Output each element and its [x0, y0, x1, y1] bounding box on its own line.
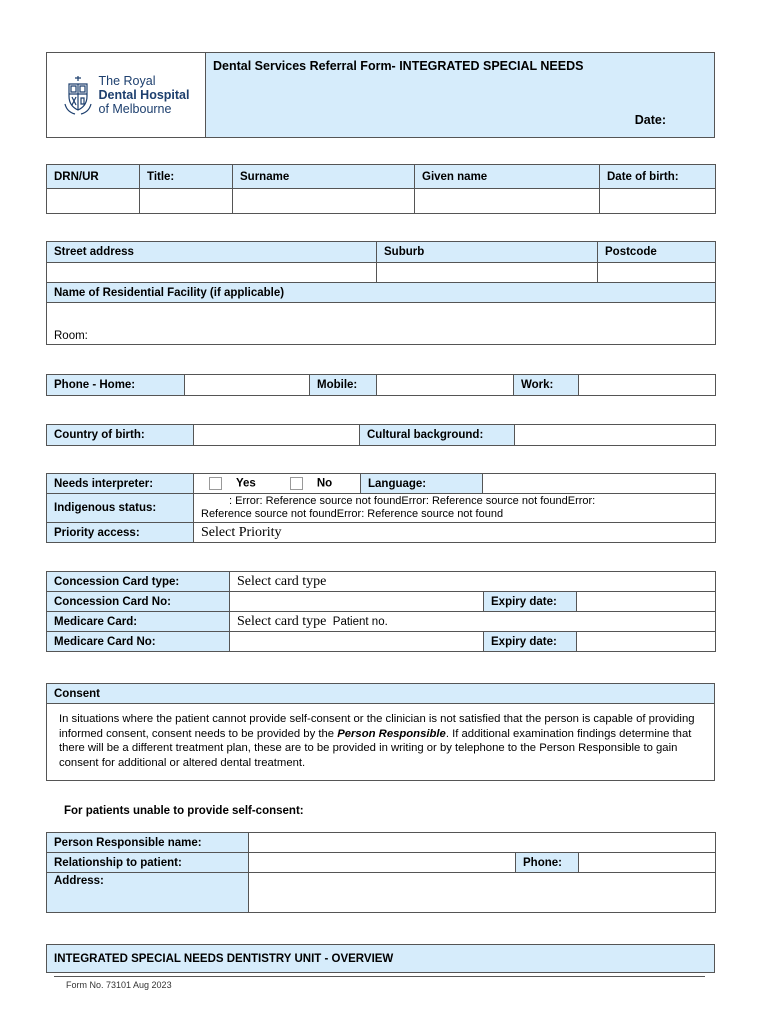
home-phone-label: Phone - Home: [47, 375, 185, 396]
no-label: No [316, 477, 333, 490]
form-header [46, 52, 715, 138]
yes-label: Yes [236, 477, 256, 490]
form-title: Dental Services Referral Form- INTEGRATED SPECIAL NEEDS [213, 59, 584, 73]
card-type-label: Concession Card type: [47, 572, 230, 592]
relationship-label: Relationship to patient: [47, 853, 249, 873]
title-field[interactable] [140, 189, 233, 214]
suburb-field[interactable] [377, 263, 598, 283]
responsible-table [46, 832, 716, 913]
unable-consent-heading: For patients unable to provide self-consent: [64, 805, 304, 817]
dob-field[interactable] [600, 189, 716, 214]
no-checkbox[interactable] [290, 477, 303, 490]
country-table [46, 424, 716, 446]
medicare-select[interactable]: Select card type [237, 613, 327, 629]
phone-table [46, 374, 716, 396]
patient-no-label: Patient no. [332, 615, 388, 628]
consent-text: In situations where the patient cannot provide self-consent or the clinician is not satisfied that the person is capable of providing informed consent, consent needs to be provided by the Person Responsible. If additional examination findings determine that there will be a different treatment plan, these are to be provided in writing or by telephone to the Person Responsible to gain consent for additional or altered dental treatment. [47, 704, 715, 781]
date-label: Date: [634, 113, 666, 127]
logo-line-3: of Melbourne [98, 102, 172, 116]
priority-select[interactable]: Select Priority [194, 523, 716, 543]
drn-ur-label: DRN/UR [47, 165, 140, 189]
expiry-label-1: Expiry date: [484, 592, 577, 612]
consent-table [46, 683, 715, 781]
overview-table [46, 944, 715, 973]
card-no-field[interactable] [230, 592, 484, 612]
expiry-label-2: Expiry date: [484, 632, 577, 652]
mobile-field[interactable] [377, 375, 514, 396]
card-type-select[interactable]: Select card type [230, 572, 716, 592]
home-phone-field[interactable] [185, 375, 310, 396]
given-name-label: Given name [415, 165, 600, 189]
language-field[interactable] [483, 474, 716, 494]
postcode-label: Postcode [598, 242, 716, 263]
expiry-field-2[interactable] [577, 632, 716, 652]
logo-line-2: Dental Hospital [98, 88, 190, 102]
relationship-field[interactable] [249, 853, 516, 873]
responsible-name-label: Person Responsible name: [47, 833, 249, 853]
hospital-logo [47, 74, 205, 116]
responsible-name-field[interactable] [249, 833, 716, 853]
crest-icon [63, 74, 93, 116]
address-table [46, 241, 716, 345]
indigenous-label: Indigenous status: [47, 494, 194, 523]
overview-heading: INTEGRATED SPECIAL NEEDS DENTISTRY UNIT - OVERVIEW [47, 945, 715, 973]
address-label: Address: [47, 873, 249, 913]
indigenous-error-line-2: Reference source not foundError: Reference source not found [201, 508, 504, 520]
identity-table [46, 164, 716, 214]
medicare-label: Medicare Card: [47, 612, 230, 632]
address-field[interactable] [249, 873, 716, 913]
facility-field[interactable] [47, 303, 716, 345]
room-label: Room: [54, 330, 88, 342]
concession-table [46, 571, 716, 652]
footer-divider [54, 976, 705, 977]
expiry-field-1[interactable] [577, 592, 716, 612]
cultural-field[interactable] [515, 425, 716, 446]
indigenous-error-line-1: : Error: Reference source not foundError: Reference source not foundError: [229, 495, 596, 507]
logo-line-1: The Royal [98, 74, 156, 88]
language-label: Language: [361, 474, 483, 494]
title-cell [206, 53, 715, 138]
facility-label: Name of Residential Facility (if applicable) [47, 283, 716, 303]
yes-checkbox[interactable] [209, 477, 222, 490]
needs-table [46, 473, 716, 543]
priority-label: Priority access: [47, 523, 194, 543]
responsible-phone-label: Phone: [516, 853, 579, 873]
mobile-label: Mobile: [310, 375, 377, 396]
indigenous-field[interactable] [194, 494, 716, 523]
interpreter-label: Needs interpreter: [47, 474, 194, 494]
responsible-phone-field[interactable] [579, 853, 716, 873]
work-field[interactable] [579, 375, 716, 396]
medicare-no-label: Medicare Card No: [47, 632, 230, 652]
drn-ur-field[interactable] [47, 189, 140, 214]
dob-label: Date of birth: [600, 165, 716, 189]
street-field[interactable] [47, 263, 377, 283]
country-field[interactable] [194, 425, 360, 446]
suburb-label: Suburb [377, 242, 598, 263]
consent-heading: Consent [47, 684, 715, 704]
card-no-label: Concession Card No: [47, 592, 230, 612]
interpreter-options [194, 474, 361, 494]
person-responsible-emphasis: Person Responsible [337, 727, 446, 740]
medicare-field[interactable] [230, 612, 716, 632]
street-label: Street address [47, 242, 377, 263]
surname-label: Surname [233, 165, 415, 189]
postcode-field[interactable] [598, 263, 716, 283]
logo-cell [47, 53, 206, 138]
medicare-no-field[interactable] [230, 632, 484, 652]
title-label: Title: [140, 165, 233, 189]
given-name-field[interactable] [415, 189, 600, 214]
country-label: Country of birth: [47, 425, 194, 446]
work-label: Work: [514, 375, 579, 396]
form-number: Form No. 73101 Aug 2023 [66, 980, 172, 990]
surname-field[interactable] [233, 189, 415, 214]
cultural-label: Cultural background: [360, 425, 515, 446]
